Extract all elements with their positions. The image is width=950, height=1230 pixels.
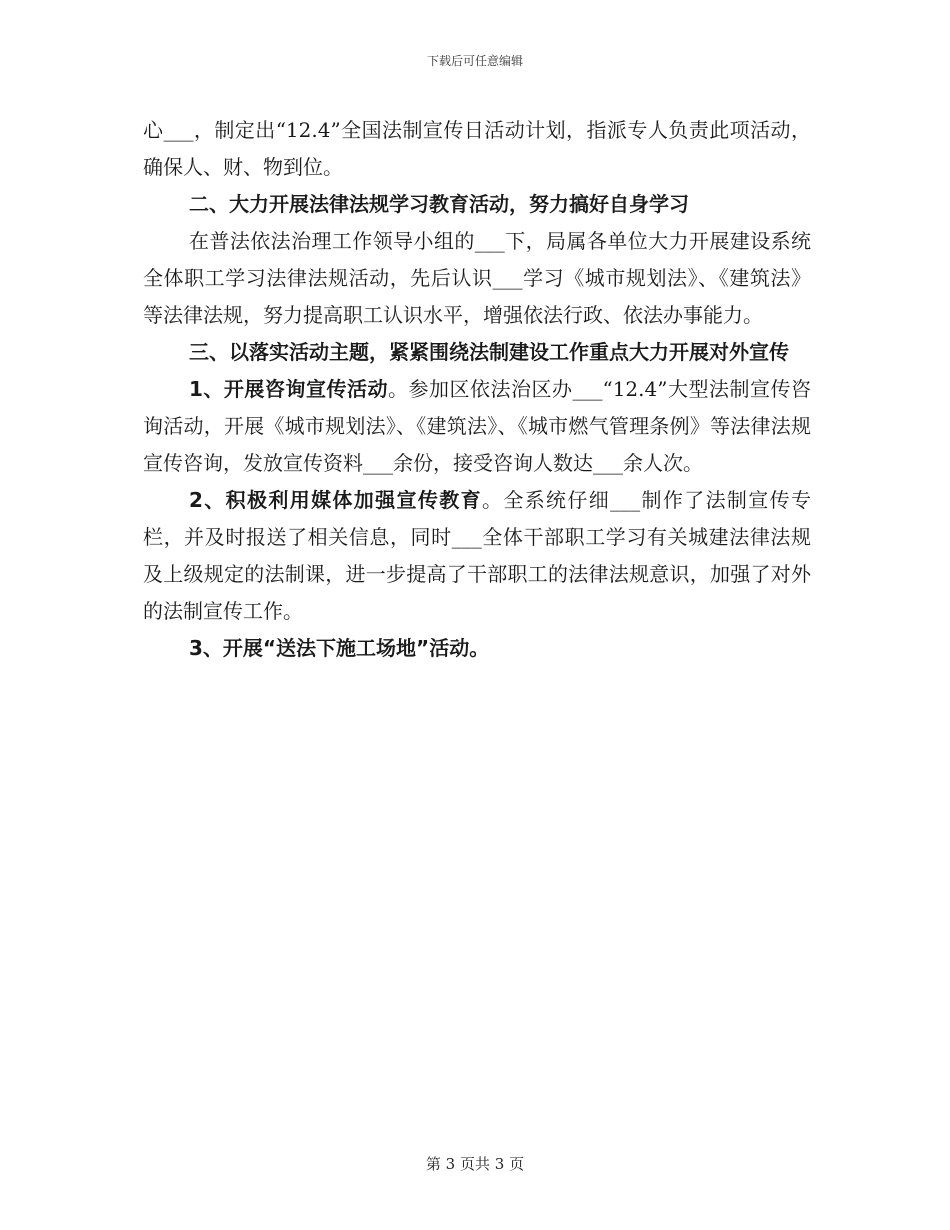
paragraph-2: 在普法依法治理工作领导小组的___下，局属各单位大力开展建设系统全体职工学习法律法规活动，先后认识___学习《城市规划法》、《建筑法》等法律法规，努力提高职工认识水平，增强依法行政、依法办事能力。 bbox=[143, 229, 811, 327]
item-2-text: 。全系统仔细___制作了法制宣传专栏，并及时报送了相关信息，同时___全体干部职工学习有关城建法律法规及上级规定的法制课，进一步提高了干部职工的法律法规意识，加强了对外的法制宣传工作。 bbox=[143, 488, 812, 623]
section-heading-3: 三、以落实活动主题，紧紧围绕法制建设工作重点大力开展对外宣传 bbox=[189, 340, 789, 364]
document-body bbox=[143, 112, 811, 667]
item-3-title: 3、开展“送法下施工场地”活动。 bbox=[189, 636, 490, 660]
item-1-title: 1、开展咨询宣传活动 bbox=[189, 377, 388, 401]
paragraph-3 bbox=[143, 371, 811, 482]
item-1-text: 。参加区依法治区办___“12.4”大型法制宣传咨询活动，开展《城市规划法》、《建筑法》、《城市燃气管理条例》等法律法规宣传咨询，发放宣传资料___余份，接受咨询人数达___余人次。 bbox=[143, 377, 811, 475]
paragraph-4 bbox=[143, 482, 811, 630]
item-2-title: 2、积极利用媒体加强宣传教育 bbox=[189, 488, 482, 512]
paragraph-1: 心___，制定出“12.4”全国法制宣传日活动计划，指派专人负责此项活动，确保人、财、物到位。 bbox=[143, 118, 811, 179]
page-footer: 第 3 页共 3 页 bbox=[425, 1155, 525, 1173]
page-header: 下载后可任意编辑 bbox=[426, 54, 523, 68]
section-heading-2: 二、大力开展法律法规学习教育活动，努力搞好自身学习 bbox=[189, 192, 689, 216]
